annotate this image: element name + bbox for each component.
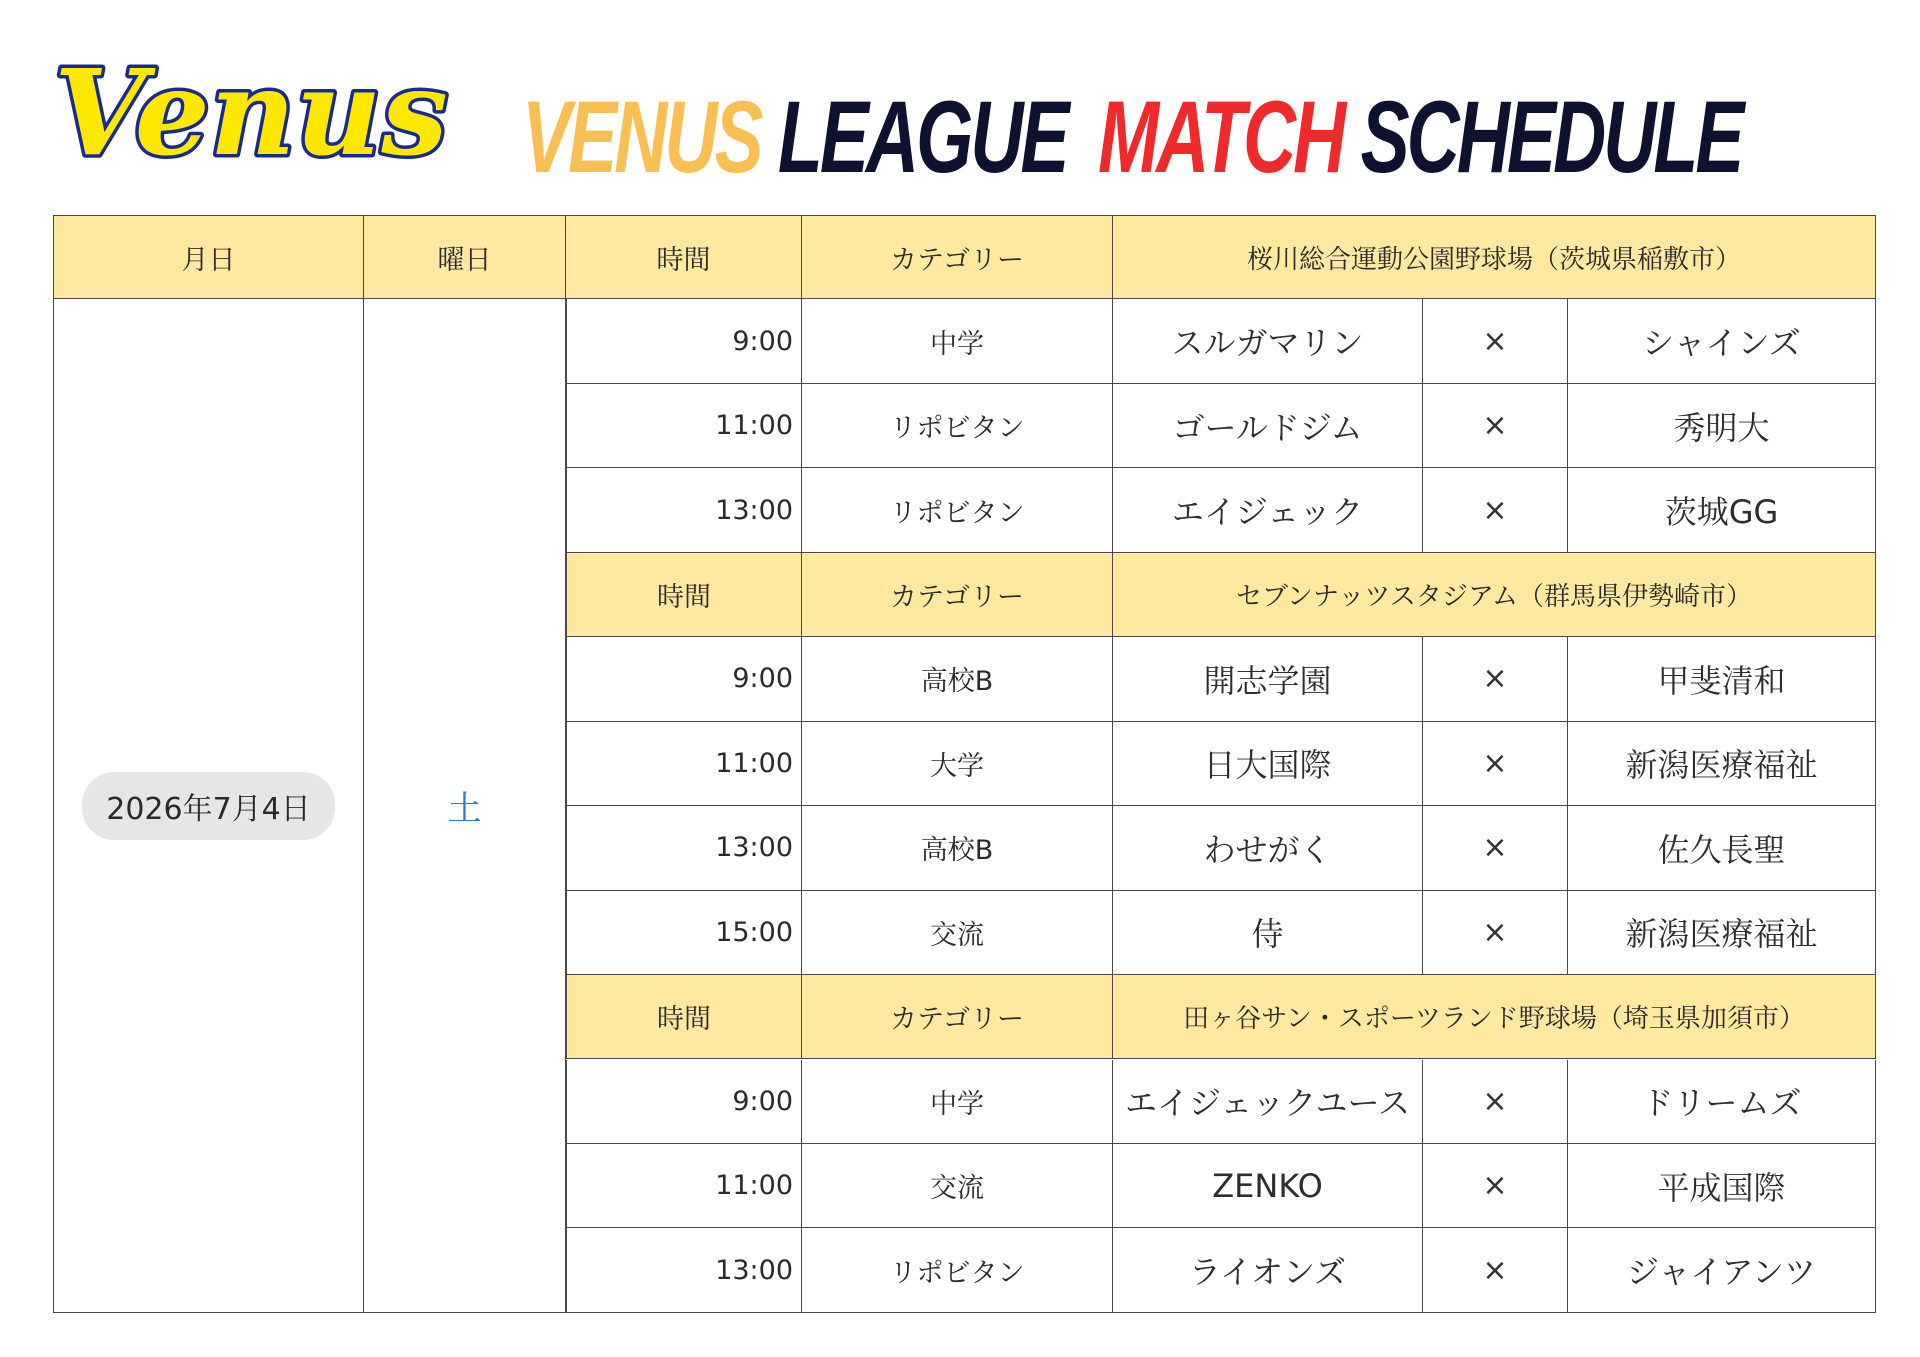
- away-team: 平成国際: [1568, 1144, 1876, 1228]
- away-team: 秀明大: [1568, 384, 1876, 468]
- venue-name: 桜川総合運動公園野球場（茨城県稲敷市）: [1113, 215, 1876, 299]
- title-schedule: SCHEDULE: [1360, 80, 1742, 194]
- vs-symbol: ×: [1423, 1228, 1568, 1312]
- match-category: 中学: [802, 299, 1113, 383]
- vs-symbol: ×: [1423, 891, 1568, 975]
- away-team: 新潟医療福祉: [1568, 891, 1876, 975]
- away-team: 新潟医療福祉: [1568, 722, 1876, 806]
- match-category: 高校B: [802, 806, 1113, 890]
- vs-symbol: ×: [1423, 1060, 1568, 1144]
- header-category: カテゴリー: [802, 553, 1113, 637]
- title-match: MATCH: [1098, 80, 1344, 194]
- svg-text:Venus: Venus: [54, 43, 448, 182]
- header-weekday: 曜日: [364, 215, 566, 299]
- match-category: リポビタン: [802, 468, 1113, 552]
- home-team: 日大国際: [1113, 722, 1423, 806]
- header-time: 時間: [566, 215, 802, 299]
- home-team: ライオンズ: [1113, 1228, 1423, 1312]
- match-time: 15:00: [566, 891, 802, 975]
- home-team: 開志学園: [1113, 637, 1423, 721]
- match-time: 13:00: [566, 806, 802, 890]
- header-time: 時間: [566, 553, 802, 637]
- title-match-schedule: [1098, 82, 1742, 192]
- match-time: 9:00: [566, 637, 802, 721]
- home-team: エイジェック: [1113, 468, 1423, 552]
- match-time: 9:00: [566, 299, 802, 383]
- away-team: ドリームズ: [1568, 1060, 1876, 1144]
- header-date: 月日: [53, 215, 364, 299]
- match-category: 高校B: [802, 637, 1113, 721]
- away-team: シャインズ: [1568, 299, 1876, 383]
- venus-logo: [48, 22, 448, 197]
- away-team: 茨城GG: [1568, 468, 1876, 552]
- match-time: 9:00: [566, 1060, 802, 1144]
- home-team: スルガマリン: [1113, 299, 1423, 383]
- home-team: ZENKO: [1113, 1144, 1423, 1228]
- match-category: 大学: [802, 722, 1113, 806]
- match-time: 13:00: [566, 1228, 802, 1312]
- header-category: カテゴリー: [802, 975, 1113, 1059]
- title-league: LEAGUE: [777, 80, 1067, 194]
- vs-symbol: ×: [1423, 299, 1568, 383]
- match-category: リポビタン: [802, 1228, 1113, 1312]
- away-team: ジャイアンツ: [1568, 1228, 1876, 1312]
- title-venus: VENUS: [522, 80, 761, 194]
- vs-symbol: ×: [1423, 722, 1568, 806]
- header-category: カテゴリー: [802, 215, 1113, 299]
- match-time: 11:00: [566, 1144, 802, 1228]
- match-category: 中学: [802, 1060, 1113, 1144]
- home-team: ゴールドジム: [1113, 384, 1423, 468]
- vs-symbol: ×: [1423, 1144, 1568, 1228]
- title-venus-league: [522, 82, 1067, 192]
- header-time: 時間: [566, 975, 802, 1059]
- away-team: 甲斐清和: [1568, 637, 1876, 721]
- weekday-cell: [364, 299, 566, 1312]
- weekday-label: 土: [447, 789, 482, 830]
- match-category: リポビタン: [802, 384, 1113, 468]
- match-category: 交流: [802, 1144, 1113, 1228]
- match-schedule-table: [53, 215, 1876, 1313]
- match-category: 交流: [802, 891, 1113, 975]
- vs-symbol: ×: [1423, 384, 1568, 468]
- home-team: エイジェックユース: [1113, 1060, 1423, 1144]
- away-team: 佐久長聖: [1568, 806, 1876, 890]
- match-time: 11:00: [566, 384, 802, 468]
- home-team: 侍: [1113, 891, 1423, 975]
- vs-symbol: ×: [1423, 637, 1568, 721]
- vs-symbol: ×: [1423, 806, 1568, 890]
- venus-logo-icon: [48, 22, 448, 197]
- match-time: 11:00: [566, 722, 802, 806]
- home-team: わせがく: [1113, 806, 1423, 890]
- venue-name: セブンナッツスタジアム（群馬県伊勢崎市）: [1113, 553, 1876, 637]
- date-badge: 2026年7月4日: [82, 772, 335, 840]
- date-cell: [53, 299, 364, 1312]
- venue-name: 田ヶ谷サン・スポーツランド野球場（埼玉県加須市）: [1113, 975, 1876, 1059]
- match-time: 13:00: [566, 468, 802, 552]
- vs-symbol: ×: [1423, 468, 1568, 552]
